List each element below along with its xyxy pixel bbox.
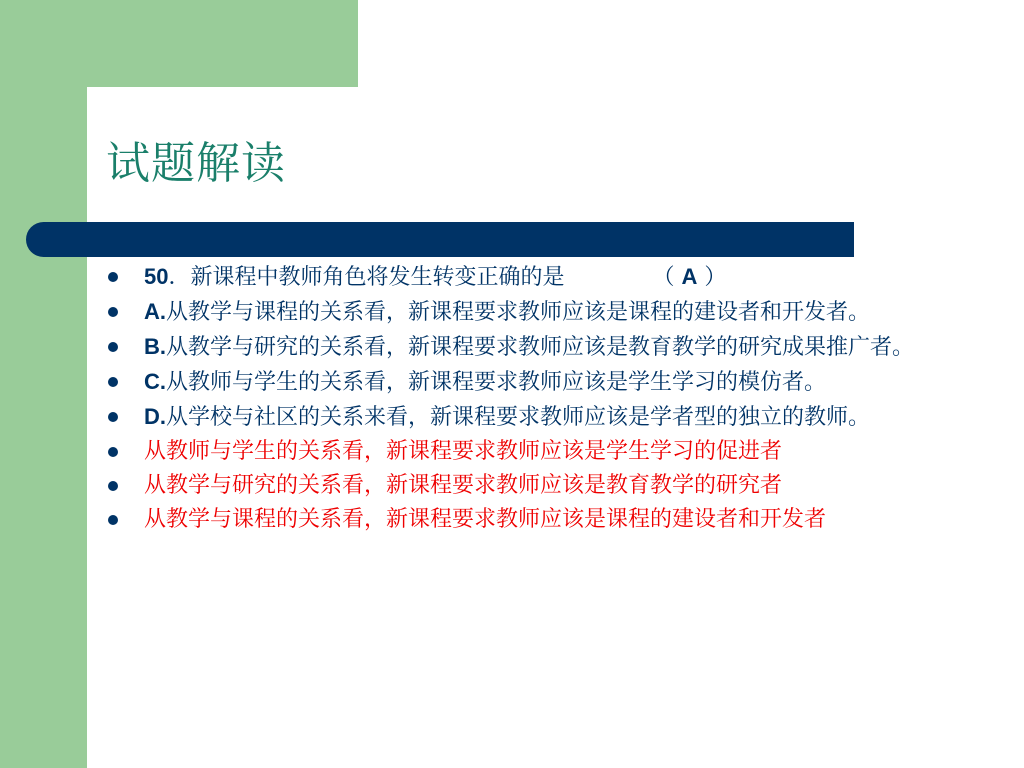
bullet-dot-icon xyxy=(108,272,118,282)
option-text: 从教师与学生的关系看，新课程要求教师应该是学生学习的模仿者。 xyxy=(166,370,827,395)
green-frame-left xyxy=(0,0,87,768)
option-letter: D. xyxy=(144,404,166,429)
bullet-dot-icon xyxy=(108,342,118,352)
slide-title: 试题解读 xyxy=(106,138,286,189)
option-letter: A. xyxy=(144,299,166,324)
question-answer: A xyxy=(681,264,698,289)
question-item xyxy=(108,264,958,290)
answer-open-paren: （ xyxy=(652,265,675,290)
explanation-item xyxy=(108,473,958,498)
bullet-dot-icon xyxy=(108,515,118,525)
title-underline-bar xyxy=(26,222,854,257)
option-text: 从教学与课程的关系看，新课程要求教师应该是课程的建设者和开发者。 xyxy=(166,300,871,325)
question-stem: ．新课程中教师角色将发生转变正确的是 xyxy=(168,265,565,290)
option-letter: B. xyxy=(144,334,166,359)
option-item-a xyxy=(108,299,958,325)
option-text: 从学校与社区的关系来看，新课程要求教师应该是学者型的独立的教师。 xyxy=(166,405,871,430)
option-item-b xyxy=(108,334,958,360)
option-text: 从教学与研究的关系看，新课程要求教师应该是教育教学的研究成果推广者。 xyxy=(166,335,915,360)
bullet-list xyxy=(108,264,958,541)
option-item-c xyxy=(108,369,958,395)
explanation-text: 从教学与课程的关系看，新课程要求教师应该是课程的建设者和开发者 xyxy=(144,507,827,532)
explanation-item xyxy=(108,507,958,532)
explanation-text: 从教师与学生的关系看，新课程要求教师应该是学生学习的促进者 xyxy=(144,439,783,464)
bullet-dot-icon xyxy=(108,412,118,422)
question-number: 50 xyxy=(144,264,169,289)
answer-close-paren: ） xyxy=(704,265,727,290)
explanation-text: 从教学与研究的关系看，新课程要求教师应该是教育教学的研究者 xyxy=(144,473,783,498)
option-item-d xyxy=(108,404,958,430)
bullet-dot-icon xyxy=(108,307,118,317)
explanation-item xyxy=(108,439,958,464)
bullet-dot-icon xyxy=(108,377,118,387)
bullet-dot-icon xyxy=(108,481,118,491)
option-letter: C. xyxy=(144,369,166,394)
green-frame-top xyxy=(0,0,358,87)
bullet-dot-icon xyxy=(108,447,118,457)
